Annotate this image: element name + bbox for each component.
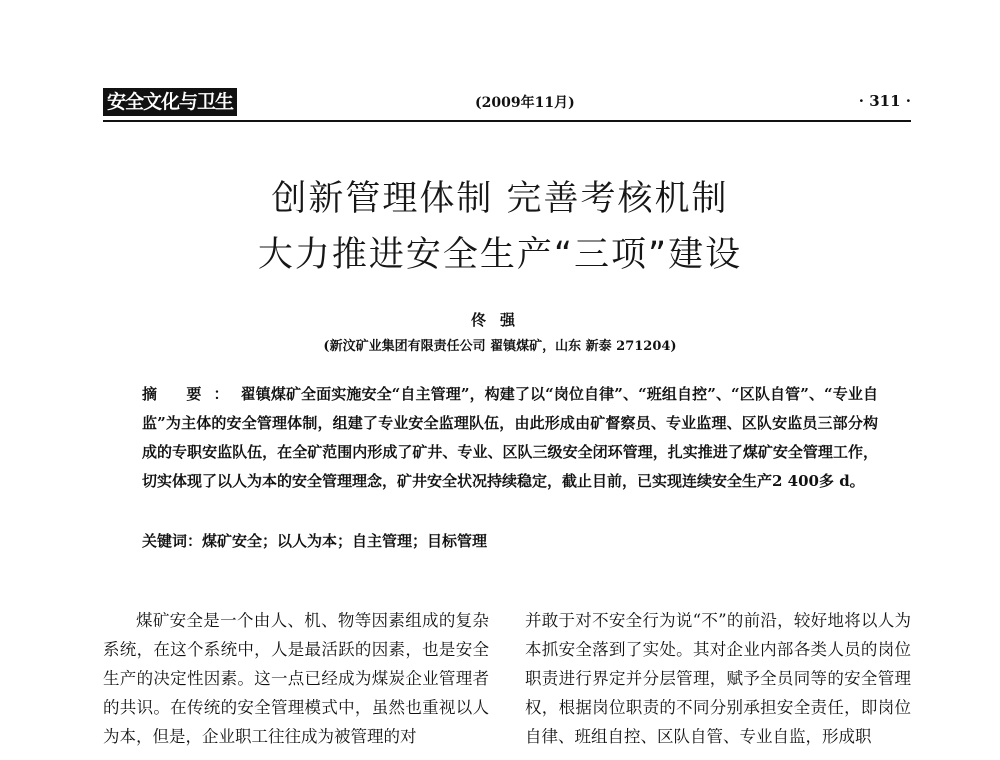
abstract bbox=[142, 380, 878, 496]
issue-date: (2009年11月) bbox=[475, 95, 575, 111]
page-number: · 311 · bbox=[858, 92, 911, 110]
body-right-column: 并敢于对不安全行为说“不”的前沿，较好地将以人为本抓安全落到了实处。其对企业内部各类人员的岗位职责进行界定并分层管理，赋予全员同等的安全管理权，根据岗位职责的不同分别承担安全责任，即岗位自律、班组自控、区队自管、专业自监，形成职 bbox=[525, 611, 911, 746]
body-left-column: 煤矿安全是一个由人、机、物等因素组成的复杂系统，在这个系统中，人是最活跃的因素，也是安全生产的决定性因素。这一点已经成为煤炭企业管理者的共识。在传统的安全管理模式中，虽然也重视以人为本，但是，企业职工往往成为被管理的对 bbox=[103, 611, 489, 746]
article-title-line-2: 大力推进安全生产“三项”建设 bbox=[257, 235, 743, 275]
running-header bbox=[103, 88, 911, 120]
keywords bbox=[142, 530, 878, 551]
article-title-line-1: 创新管理体制 完善考核机制 bbox=[271, 179, 729, 219]
keywords-text: 煤矿安全；以人为本；自主管理；目标管理 bbox=[202, 532, 488, 550]
keywords-label: 关键词： bbox=[142, 532, 203, 550]
author-name: 佟强 bbox=[470, 311, 529, 329]
journal-section-tag: 安全文化与卫生 bbox=[103, 88, 237, 116]
header-rule bbox=[103, 120, 911, 122]
abstract-label: 摘 要： bbox=[142, 385, 241, 403]
abstract-text: 翟镇煤矿全面实施安全“自主管理”，构建了以“岗位自律”、“班组自控”、“区队自管”、“专业自监”为主体的安全管理体制，组建了专业安全监理队伍，由此形成由矿督察员、专业监理、区队安监员三部分构成的专职安监队伍，在全矿范围内形成了矿井、专业、区队三级安全闭环管理，扎实推进了煤矿安全管理工作，切实体现了以人为本的安全管理理念，矿井安全状况持续稳定，截止目前，已实现连续安全生产2 400多 d。 bbox=[142, 385, 878, 490]
author-affiliation: (新汶矿业集团有限责任公司 翟镇煤矿，山东 新泰 271204) bbox=[323, 339, 677, 354]
